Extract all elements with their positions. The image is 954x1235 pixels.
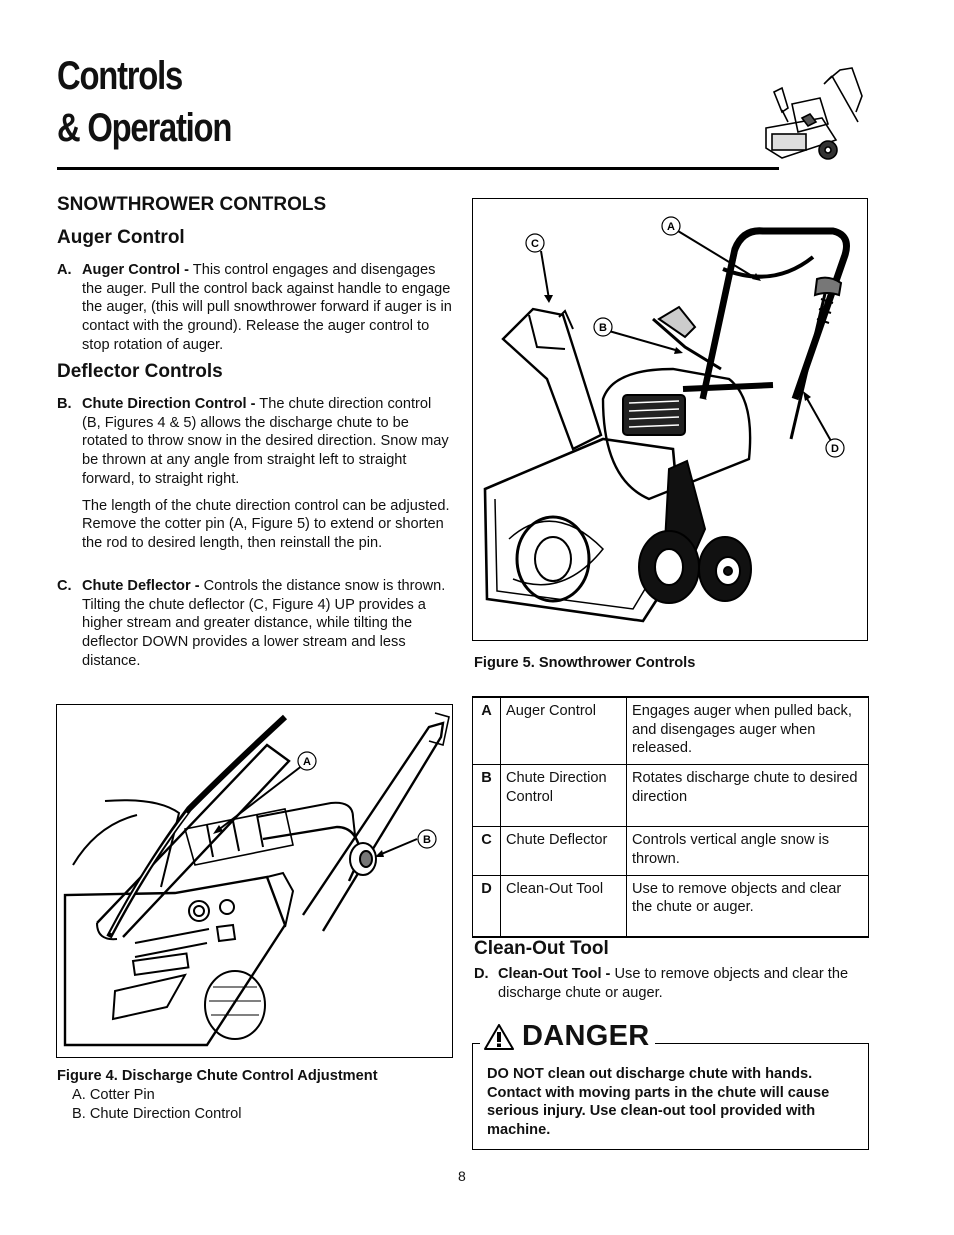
table-desc: Rotates discharge chute to desired direction [627, 765, 869, 827]
chute-deflector-item [57, 577, 453, 671]
item-text: This control engages and disengages the auger. Pull the control back against handle to engage the auger, (this will pull snowthrower forward if auger is in contact with the ground). Release the auger control to stop rotation of auger. [82, 262, 452, 353]
svg-text:A: A [667, 221, 675, 233]
callout-b [418, 830, 436, 848]
item-text: The chute direction control (B, Figures 4 & 5) allows the discharge chute to be rotated to throw snow in the desired direction. Snow may be thrown at any angle from straight left to straight forward, to straight right. [82, 396, 449, 487]
svg-text:B: B [423, 834, 431, 846]
table-row [473, 875, 869, 937]
table-name: Clean-Out Tool [501, 875, 627, 937]
danger-header [480, 1020, 655, 1053]
page-title [57, 50, 231, 154]
callout-b [594, 318, 612, 336]
item-letter: B. [57, 396, 72, 412]
table-row [473, 765, 869, 827]
table-desc: Engages auger when pulled back, and disengages auger when released. [627, 697, 869, 765]
item-label: Auger Control - [82, 262, 190, 278]
table-key: A [473, 697, 501, 765]
page-title-line2: & Operation [57, 106, 232, 150]
danger-word: DANGER [522, 1020, 650, 1052]
clean-out-heading: Clean-Out Tool [474, 938, 609, 959]
figure-4-legend-b: B. Chute Direction Control [72, 1106, 242, 1122]
clean-out-item [474, 965, 864, 1002]
warning-triangle-icon [484, 1024, 514, 1050]
section-heading: SNOWTHROWER CONTROLS [57, 194, 327, 215]
snowthrower-thumbnail-icon [762, 62, 868, 174]
table-name: Chute Deflector [501, 827, 627, 875]
page-title-line1: Controls [57, 54, 182, 98]
table-row [473, 697, 869, 765]
table-key: C [473, 827, 501, 875]
header-rule [57, 167, 779, 170]
item-letter: C. [57, 578, 72, 594]
callout-a [298, 752, 316, 770]
figure-4-caption: Figure 4. Discharge Chute Control Adjustment [57, 1068, 378, 1084]
item-letter: A. [57, 262, 72, 278]
item-label: Chute Deflector - [82, 578, 200, 594]
figure-4-frame [56, 704, 453, 1058]
page-number: 8 [458, 1168, 466, 1184]
deflector-controls-heading: Deflector Controls [57, 361, 223, 382]
item-text-continued: The length of the chute direction control can be adjusted. Remove the cotter pin (A, Figure 5) to extend or shorten the rod to desired length, then reinstall the pin. [82, 497, 450, 551]
callout-c [526, 234, 544, 252]
item-letter: D. [474, 966, 489, 982]
table-row [473, 827, 869, 875]
figure-5-caption: Figure 5. Snowthrower Controls [474, 655, 696, 671]
chute-control-illustration [57, 705, 452, 1057]
svg-text:C: C [531, 238, 539, 250]
item-label: Chute Direction Control - [82, 396, 256, 412]
danger-text: DO NOT clean out discharge chute with hands. Contact with moving parts in the chute will cause serious injury. Use clean-out tool provided with machine. [487, 1066, 830, 1139]
controls-table [472, 696, 869, 938]
callout-a [662, 217, 680, 235]
item-label: Clean-Out Tool - [498, 966, 611, 982]
chute-direction-item [57, 395, 453, 553]
table-key: B [473, 765, 501, 827]
table-name: Chute Direction Control [501, 765, 627, 827]
svg-text:D: D [831, 443, 839, 455]
figure-5-frame [472, 198, 868, 641]
table-name: Auger Control [501, 697, 627, 765]
table-desc: Use to remove objects and clear the chute or auger. [627, 875, 869, 937]
item-text: Controls the distance snow is thrown. Tilting the chute deflector (C, Figure 4) UP provides a higher stream and greater distance, while tilting the deflector DOWN provides a lower stream and less distance. [82, 578, 446, 669]
snowthrower-illustration [473, 199, 867, 640]
figure-4-legend-a: A. Cotter Pin [72, 1087, 155, 1103]
callout-d [826, 439, 844, 457]
table-key: D [473, 875, 501, 937]
auger-control-heading: Auger Control [57, 227, 185, 248]
svg-text:B: B [599, 322, 607, 334]
svg-text:A: A [303, 756, 311, 768]
auger-control-item [57, 261, 453, 355]
table-desc: Controls vertical angle snow is thrown. [627, 827, 869, 875]
item-text: Use to remove objects and clear the discharge chute or auger. [498, 966, 849, 1001]
